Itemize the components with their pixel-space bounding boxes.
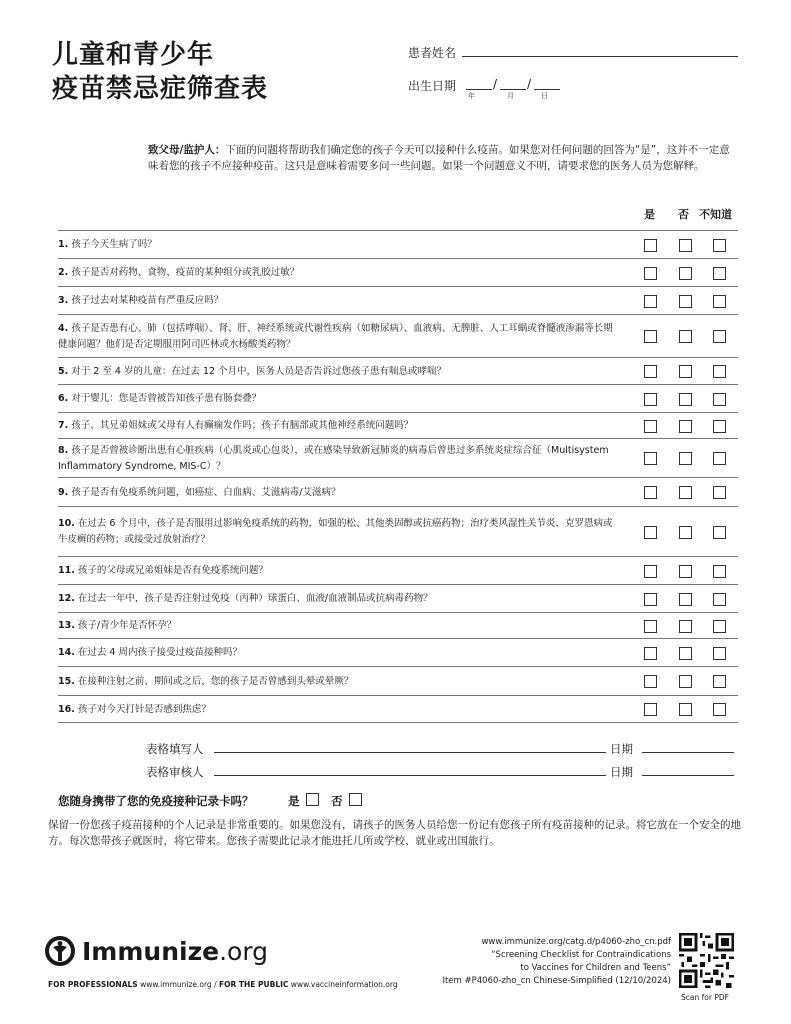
yes-checkbox[interactable] bbox=[644, 486, 657, 499]
yes-checkbox[interactable] bbox=[644, 593, 657, 606]
yes-checkbox[interactable] bbox=[644, 452, 657, 465]
question-text bbox=[58, 443, 618, 475]
no-checkbox[interactable] bbox=[679, 295, 692, 308]
question-row bbox=[58, 638, 738, 667]
unknown-checkbox[interactable] bbox=[713, 620, 726, 633]
question-row bbox=[58, 286, 738, 315]
footer-separator: / bbox=[214, 980, 217, 989]
reviewed-by-field[interactable] bbox=[214, 775, 606, 776]
keep-record-note: 保留一份您孩子疫苗接种的个人记录是非常重要的。如果您没有，请孩子的医务人员给您一份记有您孩子所有疫苗接种的记录。将它放在一个安全的地方。每次您带孩子就医时，将它带来。您孩子需要此记录才能进托儿所或学校、就业或出国旅行。 bbox=[48, 819, 741, 847]
question-number: 5. bbox=[58, 365, 69, 377]
yes-checkbox[interactable] bbox=[644, 526, 657, 539]
question-body: 在过去 4 周内孩子接受过疫苗接种吗？ bbox=[77, 647, 242, 658]
question-text bbox=[58, 391, 618, 407]
card-yes-checkbox[interactable] bbox=[306, 793, 319, 806]
yes-checkbox[interactable] bbox=[644, 330, 657, 343]
question-number: 10. bbox=[58, 518, 75, 529]
no-checkbox[interactable] bbox=[679, 620, 692, 633]
col-unknown: 不知道 bbox=[699, 208, 732, 221]
question-number: 2. bbox=[58, 267, 69, 278]
no-checkbox[interactable] bbox=[679, 647, 692, 660]
public-link[interactable]: www.vaccineinformation.org bbox=[290, 980, 398, 989]
question-number: 14. bbox=[58, 647, 75, 658]
filled-by-label: 表格填写人 bbox=[146, 742, 204, 756]
unknown-checkbox[interactable] bbox=[713, 593, 726, 606]
unknown-checkbox[interactable] bbox=[713, 703, 726, 716]
question-row bbox=[58, 666, 738, 696]
dob-slash-1: / bbox=[493, 77, 498, 91]
card-no-label: 否 bbox=[331, 794, 343, 808]
card-no-checkbox[interactable] bbox=[349, 793, 362, 806]
question-row bbox=[58, 230, 738, 259]
question-body: 在接种注射之前、期间或之后，您的孩子是否曾感到头晕或晕厥？ bbox=[77, 675, 354, 687]
question-number: 1. bbox=[58, 239, 69, 250]
yes-checkbox[interactable] bbox=[644, 420, 657, 433]
reference-block bbox=[442, 936, 671, 988]
question-number: 12. bbox=[58, 593, 75, 604]
unknown-checkbox[interactable] bbox=[713, 365, 726, 378]
question-body: 孩子/青少年是否怀孕？ bbox=[77, 620, 177, 631]
no-checkbox[interactable] bbox=[679, 593, 692, 606]
immunize-logo bbox=[44, 935, 269, 971]
unknown-checkbox[interactable] bbox=[713, 267, 726, 280]
unknown-checkbox[interactable] bbox=[713, 239, 726, 252]
question-row bbox=[58, 506, 738, 557]
no-checkbox[interactable] bbox=[679, 703, 692, 716]
no-checkbox[interactable] bbox=[679, 526, 692, 539]
question-row bbox=[58, 438, 738, 478]
unknown-checkbox[interactable] bbox=[713, 452, 726, 465]
question-number: 4. bbox=[58, 322, 69, 334]
question-row bbox=[58, 314, 738, 358]
question-number: 3. bbox=[58, 295, 69, 306]
question-number: 16. bbox=[58, 703, 75, 715]
immunize-logo-text bbox=[82, 937, 268, 966]
question-text bbox=[58, 516, 618, 548]
question-number: 9. bbox=[58, 486, 69, 498]
logo-suffix: .org bbox=[219, 937, 269, 966]
no-checkbox[interactable] bbox=[679, 565, 692, 578]
yes-checkbox[interactable] bbox=[644, 267, 657, 280]
item-number: Item #P4060-zho_cn Chinese-Simplified (12/10/2024) bbox=[442, 976, 671, 986]
question-body: 孩子过去对某种疫苗有严重反应吗？ bbox=[71, 295, 224, 306]
patient-name-field[interactable] bbox=[462, 56, 738, 57]
qr-code-icon[interactable] bbox=[679, 933, 734, 988]
yes-checkbox[interactable] bbox=[644, 565, 657, 578]
no-checkbox[interactable] bbox=[679, 330, 692, 343]
yes-checkbox[interactable] bbox=[644, 239, 657, 252]
question-text bbox=[58, 485, 618, 501]
dob-label: 出生日期 bbox=[408, 79, 457, 93]
question-row bbox=[58, 384, 738, 413]
question-body: 在过去一年中，孩子是否注射过免疫（丙种）球蛋白、血液/血液制品或抗病毒药物？ bbox=[77, 593, 433, 604]
col-no: 否 bbox=[678, 208, 689, 221]
question-row bbox=[58, 584, 738, 613]
unknown-checkbox[interactable] bbox=[713, 393, 726, 406]
unknown-checkbox[interactable] bbox=[713, 526, 726, 539]
filled-date-field[interactable] bbox=[642, 752, 734, 753]
question-body: 对于婴儿：您是否曾被告知孩子患有肠套叠？ bbox=[71, 393, 262, 404]
question-text bbox=[58, 364, 618, 380]
no-checkbox[interactable] bbox=[679, 267, 692, 280]
yes-checkbox[interactable] bbox=[644, 393, 657, 406]
record-card-question: 您随身携带了您的免疫接种记录卡吗？ bbox=[58, 794, 254, 808]
reviewed-date-field[interactable] bbox=[642, 775, 734, 776]
pro-link[interactable]: www.immunize.org bbox=[140, 980, 212, 989]
no-checkbox[interactable] bbox=[679, 452, 692, 465]
yes-checkbox[interactable] bbox=[644, 675, 657, 688]
dob-day-label: 日 bbox=[541, 92, 548, 100]
question-row bbox=[58, 695, 738, 723]
question-row bbox=[58, 412, 738, 439]
footer-links bbox=[48, 980, 398, 989]
question-row bbox=[58, 258, 738, 287]
reviewed-by-label: 表格审核人 bbox=[146, 765, 204, 779]
dob-month-label: 月 bbox=[507, 92, 514, 100]
dob-year-field[interactable] bbox=[466, 89, 492, 90]
intro-lead: 致父母/监护人： bbox=[148, 144, 226, 156]
question-row bbox=[58, 556, 738, 585]
intro-paragraph bbox=[148, 142, 738, 174]
question-text bbox=[58, 645, 618, 661]
filled-date-label: 日期 bbox=[610, 742, 633, 756]
question-text bbox=[58, 293, 618, 309]
question-body: 孩子是否对药物、食物、疫苗的某种组分或乳胶过敏？ bbox=[71, 267, 300, 278]
no-checkbox[interactable] bbox=[679, 675, 692, 688]
question-text bbox=[58, 702, 618, 718]
yes-checkbox[interactable] bbox=[644, 703, 657, 716]
question-body: 孩子今天生病了吗？ bbox=[71, 239, 157, 250]
question-number: 11. bbox=[58, 565, 75, 576]
question-text bbox=[58, 418, 618, 434]
question-row bbox=[58, 357, 738, 385]
dob-day-field[interactable] bbox=[534, 89, 560, 90]
unknown-checkbox[interactable] bbox=[713, 675, 726, 688]
pro-label: FOR PROFESSIONALS bbox=[48, 980, 138, 989]
question-body: 孩子、其兄弟姐妹或父母有人有癫痫发作吗；孩子有脑部或其他神经系统问题吗？ bbox=[71, 420, 414, 431]
question-body: 对于 2 至 4 岁的儿童：在过去 12 个月中，医务人员是否告诉过您孩子患有喘息或哮喘？ bbox=[71, 365, 447, 377]
no-checkbox[interactable] bbox=[679, 486, 692, 499]
question-body: 孩子是否有免疫系统问题，如癌症、白血病、艾滋病毒/艾滋病？ bbox=[71, 486, 341, 498]
immunize-logo-icon bbox=[44, 935, 76, 967]
dob-month-field[interactable] bbox=[500, 89, 526, 90]
question-body: 孩子是否患有心、肺（包括哮喘）、肾、肝、神经系统或代谢性疾病（如糖尿病）、血液病、无脾脏、人工耳蜗或脊髓液渗漏等长期健康问题？他们是否定期服用阿司匹林或水杨酸类药物？ bbox=[58, 322, 613, 350]
public-label: FOR THE PUBLIC bbox=[219, 980, 289, 989]
unknown-checkbox[interactable] bbox=[713, 486, 726, 499]
yes-checkbox[interactable] bbox=[644, 647, 657, 660]
question-number: 13. bbox=[58, 620, 75, 631]
intro-text: 下面的问题将帮助我们确定您的孩子今天可以接种什么疫苗。如果您对任何问题的回答为“是”，这并不一定意味着您的孩子不应接种疫苗。这只是意味着需要多问一些问题。如果一个问题意义不明，请要求您的医务人员为您解释。 bbox=[148, 144, 730, 172]
unknown-checkbox[interactable] bbox=[713, 330, 726, 343]
no-checkbox[interactable] bbox=[679, 393, 692, 406]
filled-by-field[interactable] bbox=[214, 752, 606, 753]
question-text bbox=[58, 591, 618, 607]
unknown-checkbox[interactable] bbox=[713, 420, 726, 433]
reference-title-2: to Vaccines for Children and Teens” bbox=[520, 963, 671, 973]
reviewed-date-label: 日期 bbox=[610, 765, 633, 779]
yes-checkbox[interactable] bbox=[644, 365, 657, 378]
question-text bbox=[58, 321, 618, 353]
dob-slash-2: / bbox=[527, 77, 532, 91]
card-yes-label: 是 bbox=[288, 794, 300, 808]
yes-checkbox[interactable] bbox=[644, 620, 657, 633]
title-line-1: 儿童和青少年 bbox=[52, 40, 215, 70]
unknown-checkbox[interactable] bbox=[713, 647, 726, 660]
yes-checkbox[interactable] bbox=[644, 295, 657, 308]
dob-year-label: 年 bbox=[468, 92, 475, 100]
no-checkbox[interactable] bbox=[679, 365, 692, 378]
form-title bbox=[52, 38, 268, 106]
col-yes: 是 bbox=[644, 208, 655, 221]
question-list-bottom-rule bbox=[58, 722, 738, 723]
question-row bbox=[58, 477, 738, 507]
question-text bbox=[58, 265, 618, 281]
question-number: 7. bbox=[58, 420, 69, 431]
title-line-2: 疫苗禁忌症筛查表 bbox=[52, 74, 269, 104]
question-number: 15. bbox=[58, 675, 75, 687]
unknown-checkbox[interactable] bbox=[713, 295, 726, 308]
question-text bbox=[58, 237, 618, 253]
question-number: 6. bbox=[58, 393, 69, 404]
question-body: 孩子对今天打针是否感到焦虑？ bbox=[77, 703, 211, 715]
reference-url[interactable]: www.immunize.org/catg.d/p4060-zho_cn.pdf bbox=[481, 937, 671, 947]
question-text bbox=[58, 674, 618, 690]
question-body: 孩子的父母或兄弟姐妹是否有免疫系统问题？ bbox=[77, 565, 268, 576]
question-body: 孩子是否曾被诊断出患有心脏疾病（心肌炎或心包炎），或在感染导致新冠肺炎的病毒后曾患过多系统炎症综合征（Multisystem Inflammatory Syndrome, MIS-C）？ bbox=[58, 445, 609, 472]
logo-name: Immunize bbox=[82, 937, 220, 966]
no-checkbox[interactable] bbox=[679, 239, 692, 252]
scan-for-pdf-label: Scan for PDF bbox=[681, 993, 729, 1002]
patient-name-label: 患者姓名 bbox=[408, 46, 457, 60]
question-body: 在过去 6 个月中，孩子是否服用过影响免疫系统的药物，如强的松、其他类固醇或抗癌药物；治疗类风湿性关节炎、克罗恩病或牛皮癣的药物；或接受过放射治疗？ bbox=[58, 518, 613, 545]
question-number: 8. bbox=[58, 445, 69, 456]
no-checkbox[interactable] bbox=[679, 420, 692, 433]
reference-title-1: “Screening Checklist for Contraindications bbox=[491, 950, 671, 960]
question-text bbox=[58, 563, 618, 579]
question-text bbox=[58, 618, 618, 634]
question-row bbox=[58, 612, 738, 639]
unknown-checkbox[interactable] bbox=[713, 565, 726, 578]
